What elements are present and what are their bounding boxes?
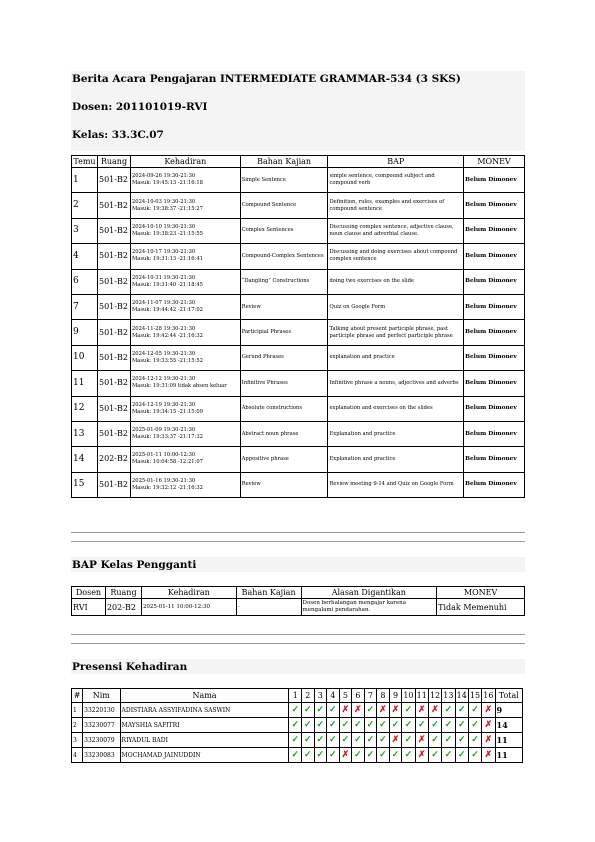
absent-cross-icon: ✗ (339, 748, 352, 763)
kehadiran-cell (130, 447, 240, 472)
ruang-cell: 501-B2 (97, 193, 130, 218)
attendance-row (72, 733, 523, 748)
bahan-cell: Absolute constructions (240, 396, 328, 421)
present-check-icon: ✓ (289, 748, 302, 763)
present-check-icon: ✓ (402, 733, 415, 748)
att-nama-cell: ADISTIARA ASSYIFADINA SASWIN (120, 703, 289, 718)
schedule-text: 2025-01-09 19:30-21:30 (131, 427, 196, 434)
present-check-icon: ✓ (302, 703, 315, 718)
bap-cell: simple sentence, compound subject and compound verb (328, 168, 464, 193)
ruang-cell: 501-B2 (97, 421, 130, 446)
absent-cross-icon: ✗ (415, 703, 428, 718)
schedule-text: 2024-09-26 19:30-21:30 (131, 173, 196, 180)
checkin-text: Masuk: 19:32:12 -21:16:32 (131, 484, 203, 491)
section-divider (71, 541, 525, 542)
att-no-cell: 3 (72, 733, 83, 748)
att-nim-cell: 33220130 (83, 703, 120, 718)
kehadiran-cell (130, 320, 240, 345)
kehadiran-cell (130, 396, 240, 421)
absent-cross-icon: ✗ (482, 733, 495, 748)
bap-cell: explanation and practice (328, 345, 464, 370)
bahan-cell: Compound Sentence (240, 193, 328, 218)
bahan-cell: Abstract noun phrase (240, 421, 328, 446)
temu-cell: 15 (72, 472, 98, 497)
att-col-header: 9 (389, 689, 402, 703)
checkin-text: Masuk: 19:45:13 -21:16:18 (131, 180, 203, 187)
att-col-header: 7 (364, 689, 377, 703)
att-col-header: 8 (377, 689, 390, 703)
checkin-text: Masuk: 10:04:58 -12:21:07 (131, 459, 203, 466)
present-check-icon: ✓ (468, 733, 481, 748)
attendance-row (72, 703, 523, 718)
absent-cross-icon: ✗ (482, 703, 495, 718)
teaching-row (72, 269, 525, 294)
absent-cross-icon: ✗ (389, 703, 402, 718)
ruang-cell: 501-B2 (97, 294, 130, 319)
att-col-header: 2 (302, 689, 315, 703)
present-check-icon: ✓ (389, 748, 402, 763)
present-check-icon: ✓ (364, 733, 377, 748)
bahan-cell: Review (240, 294, 328, 319)
bap-cell: Discussing complex sentence, adjective clause, noun clause and adverbial clause. (328, 218, 464, 243)
present-check-icon: ✓ (468, 703, 481, 718)
absent-cross-icon: ✗ (428, 703, 441, 718)
schedule-text: 2024-12-05 19:30-21:30 (131, 350, 196, 357)
section-divider (71, 532, 525, 533)
kehadiran-cell (130, 294, 240, 319)
temu-cell: 14 (72, 447, 98, 472)
present-check-icon: ✓ (442, 718, 455, 733)
present-check-icon: ✓ (352, 748, 365, 763)
bahan-cell: Infinitive Phrases (240, 371, 328, 396)
col-temu: Temu (73, 157, 96, 166)
att-col-header: Nim (83, 689, 120, 703)
teaching-row (72, 345, 525, 370)
teaching-row (72, 320, 525, 345)
kehadiran-cell (130, 269, 240, 294)
ruang-cell: 501-B2 (97, 269, 130, 294)
col-bahan-kajian: Bahan Kajian (236, 587, 301, 599)
ruang-cell: 202-B2 (105, 599, 141, 616)
present-check-icon: ✓ (389, 718, 402, 733)
col-bap: BAP (328, 156, 464, 168)
teaching-row (72, 168, 525, 193)
checkin-text: Masuk: 19:31:13 -21:16:41 (131, 256, 203, 263)
att-total-cell: 14 (495, 718, 522, 733)
att-col-header: 5 (339, 689, 352, 703)
page-title: Berita Acara Pengajaran INTERMEDIATE GRAMMAR-534 (3 SKS) (72, 73, 461, 85)
teaching-row (72, 244, 525, 269)
checkin-text: Masuk: 19:34:15 -21:15:09 (131, 408, 203, 415)
bahan-cell: Compound-Complex Sentences (240, 244, 328, 269)
teaching-row (72, 294, 525, 319)
kehadiran-cell (130, 168, 240, 193)
monev-cell: Belum Dimonev (464, 269, 525, 294)
attendance-table-body (72, 703, 523, 763)
present-check-icon: ✓ (364, 748, 377, 763)
present-check-icon: ✓ (402, 703, 415, 718)
checkin-text: Masuk: 19:31:40 -21:18:45 (131, 281, 203, 288)
checkin-text: Masuk: 19:33:37 -21:17:32 (131, 434, 203, 441)
lecturer-label: Dosen: 201101019-RVI (72, 101, 208, 113)
teaching-row (72, 472, 525, 497)
bahan-cell: Review (240, 472, 328, 497)
present-check-icon: ✓ (377, 718, 390, 733)
present-check-icon: ✓ (327, 703, 340, 718)
checkin-text: Masuk: 19:31:09 tidak absen keluar (131, 383, 227, 390)
att-col-header: 15 (468, 689, 481, 703)
attendance-table (71, 688, 523, 763)
monev-cell: Belum Dimonev (464, 396, 525, 421)
monev-cell: Belum Dimonev (464, 371, 525, 396)
att-col-header: 13 (442, 689, 455, 703)
present-check-icon: ✓ (327, 748, 340, 763)
absent-cross-icon: ✗ (389, 733, 402, 748)
teaching-row (72, 193, 525, 218)
present-check-icon: ✓ (377, 748, 390, 763)
present-check-icon: ✓ (455, 748, 468, 763)
att-col-header: 12 (428, 689, 441, 703)
att-nim-cell: 33230079 (83, 733, 120, 748)
bap-cell: Talking about present participle phrase, past participle phrase and perfect participle phrase (328, 320, 464, 345)
schedule-text: 2024-12-19 19:30-21:30 (131, 401, 196, 408)
section-divider (71, 634, 525, 635)
present-check-icon: ✓ (339, 718, 352, 733)
bap-cell: Infinitive phrase a nouns, adjectives and adverbs (328, 371, 464, 396)
monev-cell: Belum Dimonev (464, 193, 525, 218)
bahan-cell: “Dangling” Constructions (240, 269, 328, 294)
present-check-icon: ✓ (455, 733, 468, 748)
attendance-row (72, 718, 523, 733)
att-col-header: 6 (352, 689, 365, 703)
schedule-text: 2024-10-10 19:30-21:30 (131, 223, 196, 230)
present-check-icon: ✓ (377, 733, 390, 748)
present-check-icon: ✓ (289, 718, 302, 733)
present-check-icon: ✓ (455, 718, 468, 733)
substitute-header-row (72, 587, 525, 599)
alasan-cell: Dosen berhalangan mengajar karena mengalami pendarahan. (301, 599, 437, 616)
ruang-cell: 501-B2 (97, 396, 130, 421)
ruang-cell: 501-B2 (97, 244, 130, 269)
kehadiran-cell (130, 371, 240, 396)
present-check-icon: ✓ (364, 718, 377, 733)
attendance-row (72, 748, 523, 763)
bap-cell: Discussing and doing exercises about compound complex sentence (328, 244, 464, 269)
teaching-table (71, 155, 525, 498)
teaching-header-row (72, 156, 525, 168)
col-kehadiran: Kehadiran (141, 587, 236, 599)
ruang-cell: 501-B2 (97, 218, 130, 243)
monev-cell: Belum Dimonev (464, 472, 525, 497)
present-check-icon: ✓ (327, 718, 340, 733)
kehadiran-cell: 2025-01-11 10:00-12:30 (141, 599, 236, 616)
attendance-heading: Presensi Kehadiran (72, 661, 188, 673)
teaching-row (72, 396, 525, 421)
col-kehadiran: Kehadiran (130, 156, 240, 168)
kehadiran-cell (130, 218, 240, 243)
present-check-icon: ✓ (402, 718, 415, 733)
bap-cell: Explanation and practice (328, 447, 464, 472)
present-check-icon: ✓ (289, 703, 302, 718)
monev-cell: Belum Dimonev (464, 421, 525, 446)
att-nim-cell: 33230083 (83, 748, 120, 763)
present-check-icon: ✓ (314, 718, 327, 733)
col-bahan-kajian: Bahan Kajian (240, 156, 328, 168)
ruang-cell: 501-B2 (97, 168, 130, 193)
col-dosen: Dosen (72, 587, 106, 599)
present-check-icon: ✓ (302, 733, 315, 748)
absent-cross-icon: ✗ (377, 703, 390, 718)
bap-cell: explanation and exercises on the slides (328, 396, 464, 421)
att-no-cell: 4 (72, 748, 83, 763)
bahan-cell: Simple Sentence (240, 168, 328, 193)
dosen-cell: RVI (72, 599, 106, 616)
teaching-row (72, 371, 525, 396)
att-nim-cell: 33230077 (83, 718, 120, 733)
temu-cell: 1 (72, 168, 98, 193)
present-check-icon: ✓ (468, 748, 481, 763)
monev-cell: Belum Dimonev (464, 447, 525, 472)
temu-cell: 4 (72, 244, 98, 269)
absent-cross-icon: ✗ (482, 718, 495, 733)
attendance-header-row (72, 689, 523, 703)
att-total-cell: 9 (495, 703, 522, 718)
checkin-text: Masuk: 19:42:44 -21:16:32 (131, 332, 203, 339)
monev-cell: Belum Dimonev (464, 294, 525, 319)
schedule-text: 2024-12-12 19:30-21:30 (131, 376, 196, 383)
ruang-cell: 501-B2 (97, 472, 130, 497)
monev-cell: Belum Dimonev (464, 320, 525, 345)
schedule-text: 2025-01-16 19:30-21:30 (131, 477, 196, 484)
present-check-icon: ✓ (314, 733, 327, 748)
present-check-icon: ✓ (428, 718, 441, 733)
teaching-row (72, 218, 525, 243)
att-nama-cell: MOCHAMAD JAINUDDIN (120, 748, 289, 763)
present-check-icon: ✓ (339, 733, 352, 748)
present-check-icon: ✓ (302, 718, 315, 733)
present-check-icon: ✓ (327, 733, 340, 748)
att-col-header: 14 (455, 689, 468, 703)
temu-cell: 7 (72, 294, 98, 319)
col-monev: MONEV (437, 587, 525, 599)
ruang-cell: 501-B2 (97, 320, 130, 345)
bahan-cell: Participial Phrases (240, 320, 328, 345)
kehadiran-cell (130, 193, 240, 218)
kehadiran-cell (130, 421, 240, 446)
monev-cell: Tidak Memenuhi (437, 599, 525, 616)
absent-cross-icon: ✗ (339, 703, 352, 718)
bahan-cell: Appositive phrase (240, 447, 328, 472)
temu-cell: 10 (72, 345, 98, 370)
present-check-icon: ✓ (314, 703, 327, 718)
checkin-text: Masuk: 19:38:23 -21:15:55 (131, 230, 203, 237)
substitute-row (72, 599, 525, 616)
present-check-icon: ✓ (314, 748, 327, 763)
ruang-cell: 501-B2 (97, 371, 130, 396)
class-label: Kelas: 33.3C.07 (72, 129, 164, 141)
att-no-cell: 2 (72, 718, 83, 733)
bap-cell: Quiz on Google Form (328, 294, 464, 319)
temu-cell: 11 (72, 371, 98, 396)
att-col-header: Total (495, 689, 522, 703)
temu-cell: 6 (72, 269, 98, 294)
bap-cell: Explanation and practice (328, 421, 464, 446)
att-nama-cell: RIYADUL BADI (120, 733, 289, 748)
present-check-icon: ✓ (442, 733, 455, 748)
section-divider (71, 643, 525, 644)
teaching-table-body (72, 168, 525, 498)
col-monev: MONEV (464, 156, 525, 168)
schedule-text: 2024-10-31 19:30-21:30 (131, 274, 196, 281)
att-no-cell: 1 (72, 703, 83, 718)
kehadiran-cell (130, 472, 240, 497)
monev-cell: Belum Dimonev (464, 244, 525, 269)
checkin-text: Masuk: 19:38:37 -21:15:27 (131, 205, 203, 212)
schedule-text: 2025-01-11 10:00-12:30 (131, 452, 196, 459)
att-col-header: 3 (314, 689, 327, 703)
absent-cross-icon: ✗ (352, 703, 365, 718)
teaching-row (72, 447, 525, 472)
ruang-cell: 202-B2 (97, 447, 130, 472)
present-check-icon: ✓ (415, 718, 428, 733)
temu-cell: 3 (72, 218, 98, 243)
present-check-icon: ✓ (302, 748, 315, 763)
bahan-cell: - (236, 599, 301, 616)
substitute-heading: BAP Kelas Pengganti (72, 559, 197, 571)
att-col-header: 4 (327, 689, 340, 703)
present-check-icon: ✓ (428, 733, 441, 748)
bahan-cell: Gerund Phrases (240, 345, 328, 370)
bap-cell: Definition, rules, examples and exercises of compound sentence (328, 193, 464, 218)
monev-cell: Belum Dimonev (464, 168, 525, 193)
temu-cell: 13 (72, 421, 98, 446)
present-check-icon: ✓ (442, 703, 455, 718)
att-col-header: 11 (415, 689, 428, 703)
bap-cell: Review meeting 9-14 and Quiz on Google Form (328, 472, 464, 497)
present-check-icon: ✓ (428, 748, 441, 763)
att-col-header: # (72, 689, 83, 703)
present-check-icon: ✓ (402, 748, 415, 763)
schedule-text: 2024-10-17 19:30-21:30 (131, 249, 196, 256)
temu-cell: 12 (72, 396, 98, 421)
present-check-icon: ✓ (364, 703, 377, 718)
checkin-text: Masuk: 19:33:55 -21:15:52 (131, 357, 203, 364)
kehadiran-cell (130, 244, 240, 269)
att-col-header: 1 (289, 689, 302, 703)
absent-cross-icon: ✗ (415, 748, 428, 763)
ruang-cell: 501-B2 (97, 345, 130, 370)
bap-cell: doing two exercises on the slide (328, 269, 464, 294)
monev-cell: Belum Dimonev (464, 218, 525, 243)
col-alasan-digantikan: Alasan Digantikan (301, 587, 437, 599)
absent-cross-icon: ✗ (482, 748, 495, 763)
col-ruang: Ruang (105, 587, 141, 599)
att-total-cell: 11 (495, 733, 522, 748)
substitute-table (71, 586, 525, 616)
att-col-header: 10 (402, 689, 415, 703)
schedule-text: 2024-11-07 19:30-21:30 (131, 300, 196, 307)
present-check-icon: ✓ (289, 733, 302, 748)
absent-cross-icon: ✗ (415, 733, 428, 748)
present-check-icon: ✓ (442, 748, 455, 763)
att-total-cell: 11 (495, 748, 522, 763)
att-col-header: Nama (120, 689, 289, 703)
teaching-row (72, 421, 525, 446)
monev-cell: Belum Dimonev (464, 345, 525, 370)
present-check-icon: ✓ (352, 733, 365, 748)
checkin-text: Masuk: 19:44:42 -21:17:02 (131, 307, 203, 314)
kehadiran-cell (130, 345, 240, 370)
att-nama-cell: MAYSHIA SAFITRI (120, 718, 289, 733)
present-check-icon: ✓ (352, 718, 365, 733)
present-check-icon: ✓ (455, 703, 468, 718)
att-col-header: 16 (482, 689, 495, 703)
temu-cell: 2 (72, 193, 98, 218)
bahan-cell: Complex Sentences (240, 218, 328, 243)
col-ruang: Ruang (97, 156, 130, 168)
present-check-icon: ✓ (468, 718, 481, 733)
schedule-text: 2024-10-03 19:30-21:30 (131, 198, 196, 205)
temu-cell: 9 (72, 320, 98, 345)
schedule-text: 2024-11-28 19:30-21:30 (131, 325, 196, 332)
